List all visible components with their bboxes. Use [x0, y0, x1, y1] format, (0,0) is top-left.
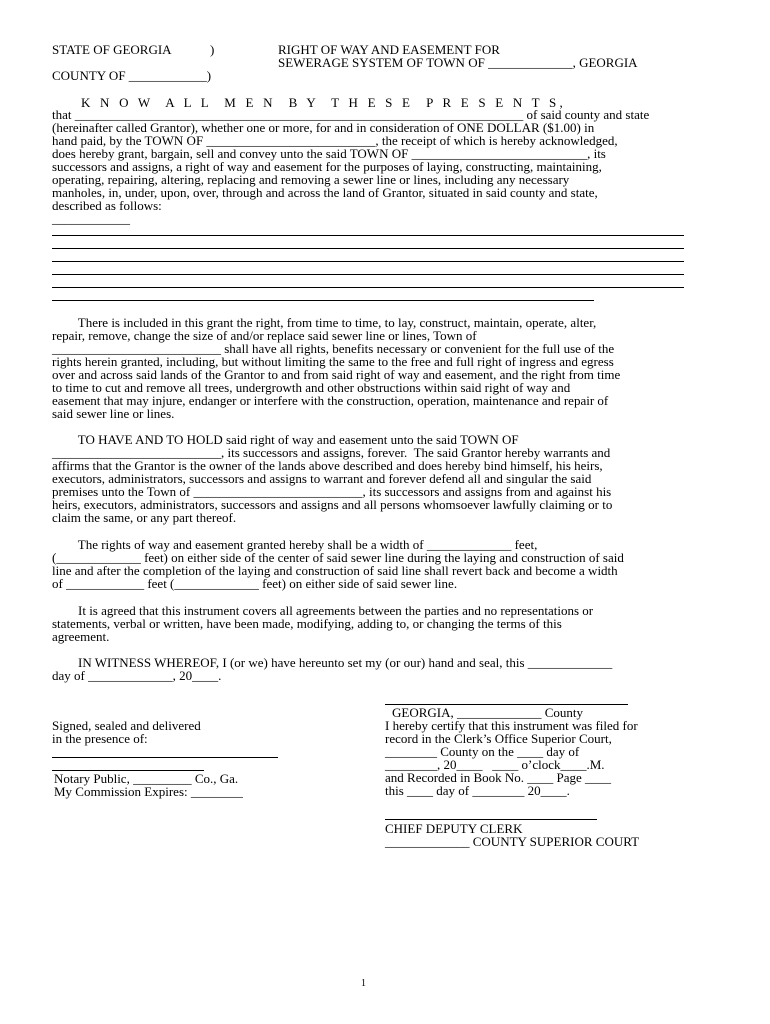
grant-line: described as follows:: [52, 198, 162, 213]
habendum-line: premises unto the Town of __________________________, its successors and assigns from and against his: [52, 484, 612, 499]
habendum-paragraph: [52, 433, 692, 524]
document-title-line2: SEWERAGE SYSTEM OF TOWN OF _____________, GEORGIA: [278, 55, 638, 70]
width-line: line and after the completion of the laying and construction of said line shall revert back and become a width: [52, 563, 618, 578]
state-paren: ): [210, 42, 215, 57]
description-blank-line: [52, 248, 684, 249]
width-paragraph: [52, 538, 692, 590]
rights-line: to time to cut and remove all trees, undergrowth and other obstructions within said right of way and: [52, 380, 571, 395]
grant-line: hand paid, by the TOWN OF __________________________, the receipt of which is hereby acknowledged,: [52, 133, 618, 148]
width-line: of ____________ feet (_____________ feet) on either side of said sewer line.: [52, 576, 458, 591]
agreement-line: agreement.: [52, 629, 110, 644]
grant-line: (hereinafter called Grantor), whether one or more, for and in consideration of ONE DOLLAR ($1.00) in: [52, 120, 595, 135]
certify-line: record in the Clerk’s Office Superior Court,: [385, 731, 612, 746]
width-line: The rights of way and easement granted hereby shall be a width of _____________ feet,: [52, 537, 538, 552]
description-blank-line: [52, 300, 594, 301]
grant-line: successors and assigns, a right of way and easement for the purposes of laying, constructing, maintaining,: [52, 159, 602, 174]
grant-line: operating, repairing, altering, replacing and removing a sewer line or lines, including any necessary: [52, 172, 570, 187]
clerk-title: CHIEF DEPUTY CLERK: [385, 821, 523, 836]
grant-line: ____________: [52, 211, 130, 226]
grant-line: that _____________________________________________________________________ of said county and state: [52, 107, 650, 122]
rights-line: repair, remove, change the size of and/or replace said sewer line or lines, Town of: [52, 328, 477, 343]
agreement-line: It is agreed that this instrument covers all agreements between the parties and no representations or: [52, 603, 594, 618]
description-blank-line: [52, 261, 684, 262]
habendum-line: __________________________, its successors and assigns, forever. The said Grantor hereby warrants and: [52, 445, 611, 460]
rights-line: said sewer line or lines.: [52, 406, 175, 421]
rights-line: rights herein granted, including, but without limiting the same to the free and full right of ingress and egress: [52, 354, 614, 369]
rights-line: There is included in this grant the right, from time to time, to lay, construct, maintain, operate, alter,: [52, 315, 597, 330]
description-blank-line: [52, 287, 684, 288]
document-title-line1: RIGHT OF WAY AND EASEMENT FOR: [278, 42, 500, 57]
certify-line: ________, 20____ ____ o’clock____.M.: [385, 757, 605, 772]
witness-line: day of _____________, 20____.: [52, 668, 222, 683]
rights-line: over and across said lands of the Grantor to and from said right of way and easement, and the right from time: [52, 367, 621, 382]
description-blank-line: [52, 235, 684, 236]
habendum-line: heirs, executors, administrators, successors and assigns and all persons whomsoever lawfully claiming or to: [52, 497, 613, 512]
habendum-line: affirms that the Grantor is the owner of the lands above described and does hereby bind himself, his heirs,: [52, 458, 603, 473]
commission-expires-label: My Commission Expires: ________: [54, 784, 243, 799]
county-label: COUNTY OF ____________): [52, 68, 212, 83]
signed-sealed-label: Signed, sealed and delivered: [52, 718, 201, 733]
rights-paragraph: [52, 316, 692, 420]
agreement-paragraph: [52, 604, 692, 643]
rights-line: easement that may injure, endanger or interfere with the construction, operation, maintenance and repair of: [52, 393, 609, 408]
grant-line: manholes, in, under, upon, over, through and across the land of Grantor, situated in said county and state,: [52, 185, 598, 200]
grant-line: does hereby grant, bargain, sell and convey unto the said TOWN OF ___________________________, its: [52, 146, 606, 161]
know-all-men-heading: K N O W A L L M E N B Y T H E S E P R E S E N T S,: [81, 95, 566, 110]
grant-paragraph: [52, 108, 692, 225]
page-number: 1: [361, 978, 366, 989]
witness-signature-line: [52, 757, 278, 758]
georgia-county-label: GEORGIA, _____________ County: [392, 705, 584, 720]
certify-line: this ____ day of ________ 20____.: [385, 783, 570, 798]
habendum-line: TO HAVE AND TO HOLD said right of way and easement unto the said TOWN OF: [52, 432, 519, 447]
agreement-line: statements, verbal or written, have been made, modifying, adding to, or changing the terms of this: [52, 616, 562, 631]
clerk-court: _____________ COUNTY SUPERIOR COURT: [385, 834, 640, 849]
certify-line: and Recorded in Book No. ____ Page ____: [385, 770, 612, 785]
clerk-signature-line: [385, 819, 597, 820]
width-line: (_____________ feet) on either side of the center of said sewer line during the laying and construction of said: [52, 550, 624, 565]
certify-line: I hereby certify that this instrument was filed for: [385, 718, 638, 733]
notary-label: Notary Public, _________ Co., Ga.: [54, 771, 239, 786]
certify-line: ________ County on the ____ day of: [385, 744, 580, 759]
state-label: STATE OF GEORGIA: [52, 42, 172, 57]
witness-paragraph: [52, 656, 692, 682]
habendum-line: claim the same, or any part thereof.: [52, 510, 237, 525]
presence-label: in the presence of:: [52, 731, 148, 746]
description-blank-line: [52, 274, 684, 275]
rights-line: __________________________ shall have all rights, benefits necessary or convenient for the full use of the: [52, 341, 615, 356]
witness-line: IN WITNESS WHEREOF, I (or we) have hereunto set my (or our) hand and seal, this _____________: [52, 655, 613, 670]
habendum-line: executors, administrators, successors and assigns to warrant and forever defend all and singular the said: [52, 471, 592, 486]
